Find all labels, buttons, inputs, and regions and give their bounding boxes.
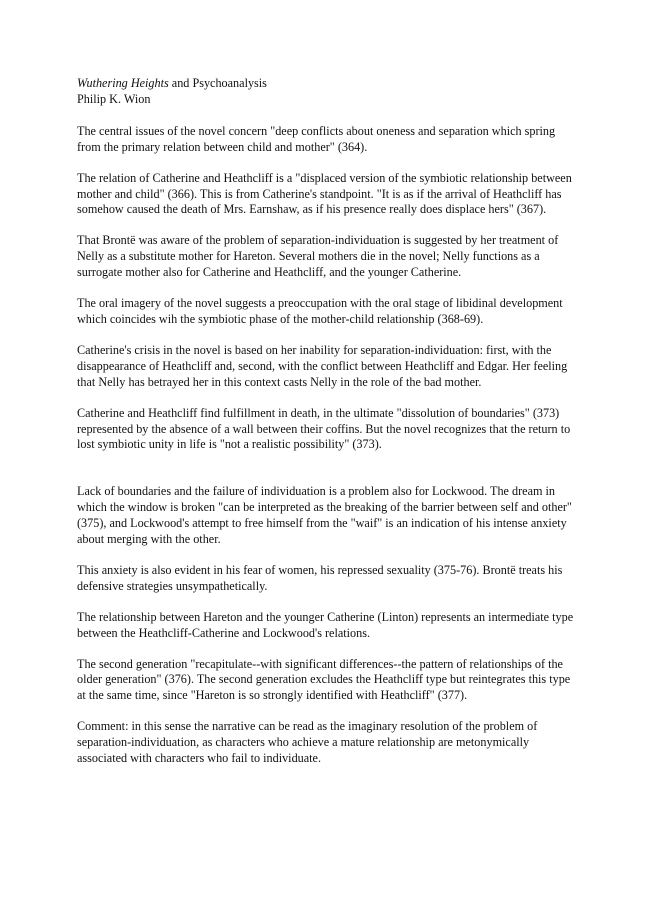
- paragraph-9: The relationship between Hareton and the younger Catherine (Linton) represents an intermediate type between the Heathcliff-Catherine and Lockwood's relations.: [77, 609, 574, 640]
- book-title: Wuthering Heights: [77, 76, 169, 90]
- paragraph-7: Lack of boundaries and the failure of individuation is a problem also for Lockwood. The dream in which the window is broken "can be interpreted as the breaking of the barrier between self and other" (375), and Lockwood's attempt to free himself from the "waif" is an indication of his intense anxiety about merging with the other.: [77, 484, 572, 547]
- paragraph-1: The central issues of the novel concern "deep conflicts about oneness and separation which spring from the primary relation between child and mother" (364).: [77, 123, 556, 154]
- title-subject: and Psychoanalysis: [168, 76, 267, 90]
- paragraph-11: Comment: in this sense the narrative can be read as the imaginary resolution of the problem of separation-individuation, as characters who achieve a mature relationship are metonymically associated with characters who fail to individuate.: [77, 719, 538, 766]
- paragraph-5: Catherine's crisis in the novel is based on her inability for separation-individuation: first, with the disappearance of Heathcliff and, second, with the conflict between Heathcliff and Edgar. Her feeling that Nelly has betrayed her in this context casts Nelly in the role of the bad mother.: [77, 342, 568, 389]
- document-author: Philip K. Wion: [77, 91, 151, 106]
- paragraph-6: Catherine and Heathcliff find fulfillment in death, in the ultimate "dissolution of boundaries" (373) represented by the absence of a wall between their coffins. But the novel recognizes that the return to lost symbiotic unity in life is "not a realistic possibility" (373).: [77, 405, 571, 452]
- paragraph-4: The oral imagery of the novel suggests a preoccupation with the oral stage of libidinal development which coincides wih the symbiotic phase of the mother-child relationship (368-69).: [77, 296, 563, 326]
- paragraph-3: That Brontë was aware of the problem of separation-individuation is suggested by her treatment of Nelly as a substitute mother for Hareton. Several mothers die in the novel; Nelly functions as a surrogate mother also for Catherine and Heathcliff, and the younger Catherine.: [77, 233, 559, 280]
- paragraph-8: This anxiety is also evident in his fear of women, his repressed sexuality (375-76). Brontë treats his defensive strategies unsympathetically.: [77, 562, 563, 593]
- paragraph-2: The relation of Catherine and Heathcliff is a "displaced version of the symbiotic relationship between mother and child" (366). This is from Catherine's standpoint. "It is as if the arrival of Heathcliff has somehow caused the death of Mrs. Earnshaw, as if his presence really does displace hers" (367).: [77, 170, 572, 217]
- paragraph-10: The second generation "recapitulate--with significant differences--the pattern of relationships of the older generation" (376). The second generation excludes the Heathcliff type but reintegrates this type at the same time, since "Hareton is so strongly identified with Heathcliff" (377).: [77, 656, 571, 703]
- document-title: [77, 76, 577, 92]
- document-page: [77, 76, 577, 767]
